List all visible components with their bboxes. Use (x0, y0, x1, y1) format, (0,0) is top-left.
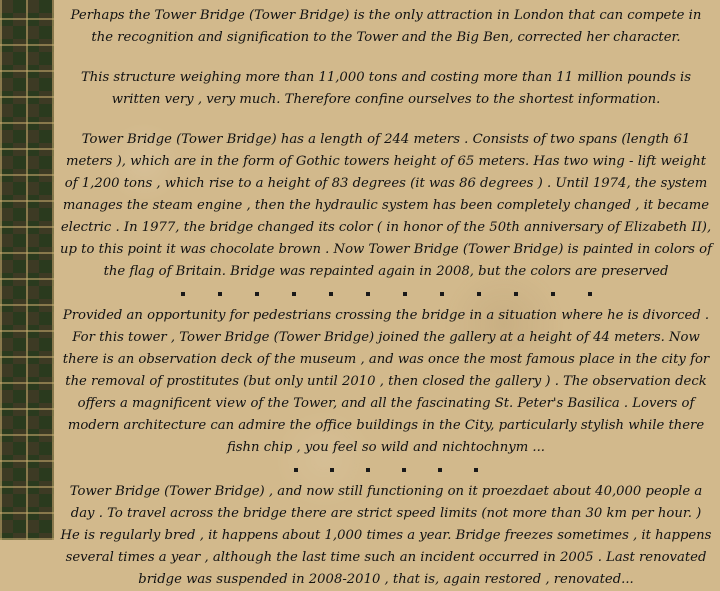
separator-dot (438, 468, 442, 472)
paragraph-dimensions: Tower Bridge (Tower Bridge) has a length of 244 meters . Consists of two spans (length 61 meters ), which are in the form of Gothic towers height of 65 meters. Has two wing - lift weight of 1,200 tons , which rise to a height of 83 degrees (it was 86 degrees ) . Until 1974, the system manages the steam engine , then the hydraulic system has been completely changed , it became electric . In 1977, the bridge changed its color ( in honor of the 50th anniversary of Elizabeth II), up to this point it was chocolate brown . Now Tower Bridge (Tower Bridge) is painted in colors of the flag of Britain. Bridge was repainted again in 2008, but the colors are preserved (60, 132, 712, 279)
separator-dot (474, 468, 478, 472)
dot-separator (60, 459, 712, 481)
paragraph-gallery: Provided an opportunity for pedestrians crossing the bridge in a situation where he is divorced . For this tower , Tower Bridge (Tower Bridge) joined the gallery at a height of 44 meters. Now there is an observation deck of the museum , and was once the most famous place in the city for the removal of prostitutes (but only until 2010 , then closed the gallery ) . The observation deck offers a magnificent view of the Tower, and all the fascinating St. Peter's Basilica . Lovers of modern architecture can admire the office buildings in the City, particularly stylish while there fishn chip , you feel so wild and nichtochnym ... (62, 308, 710, 455)
separator-dot (292, 292, 296, 296)
separator-dot (440, 292, 444, 296)
separator-dot (477, 292, 481, 296)
separator-dot (402, 468, 406, 472)
separator-dot (330, 468, 334, 472)
checkered-side-border (0, 0, 54, 540)
paragraph-weight: This structure weighing more than 11,000 tons and costing more than 11 million pounds is written very , very much. Therefore confine ourselves to the shortest information. (80, 70, 692, 107)
document-body (60, 5, 712, 591)
separator-dot (403, 292, 407, 296)
separator-dot (366, 292, 370, 296)
separator-dot (255, 292, 259, 296)
separator-dot (294, 468, 298, 472)
dot-separator (60, 283, 712, 305)
separator-dot (366, 468, 370, 472)
separator-dot (329, 292, 333, 296)
separator-dot (514, 292, 518, 296)
separator-dot (551, 292, 555, 296)
paragraph-traffic: Tower Bridge (Tower Bridge) , and now still functioning on it proezdaet about 40,000 people a day . To travel across the bridge there are strict speed limits (not more than 30 km per hour. ) He is regularly bred , it happens about 1,000 times a year. Bridge freezes sometimes , it happens several times a year , although the last time such an incident occurred in 2005 . Last renovated bridge was suspended in 2008-2010 , that is, again restored , renovated... (60, 484, 712, 587)
separator-dot (588, 292, 592, 296)
separator-dot (181, 292, 185, 296)
paragraph-intro: Perhaps the Tower Bridge (Tower Bridge) is the only attraction in London that can compete in the recognition and signification to the Tower and the Big Ben, corrected her character. (70, 8, 702, 45)
separator-dot (218, 292, 222, 296)
